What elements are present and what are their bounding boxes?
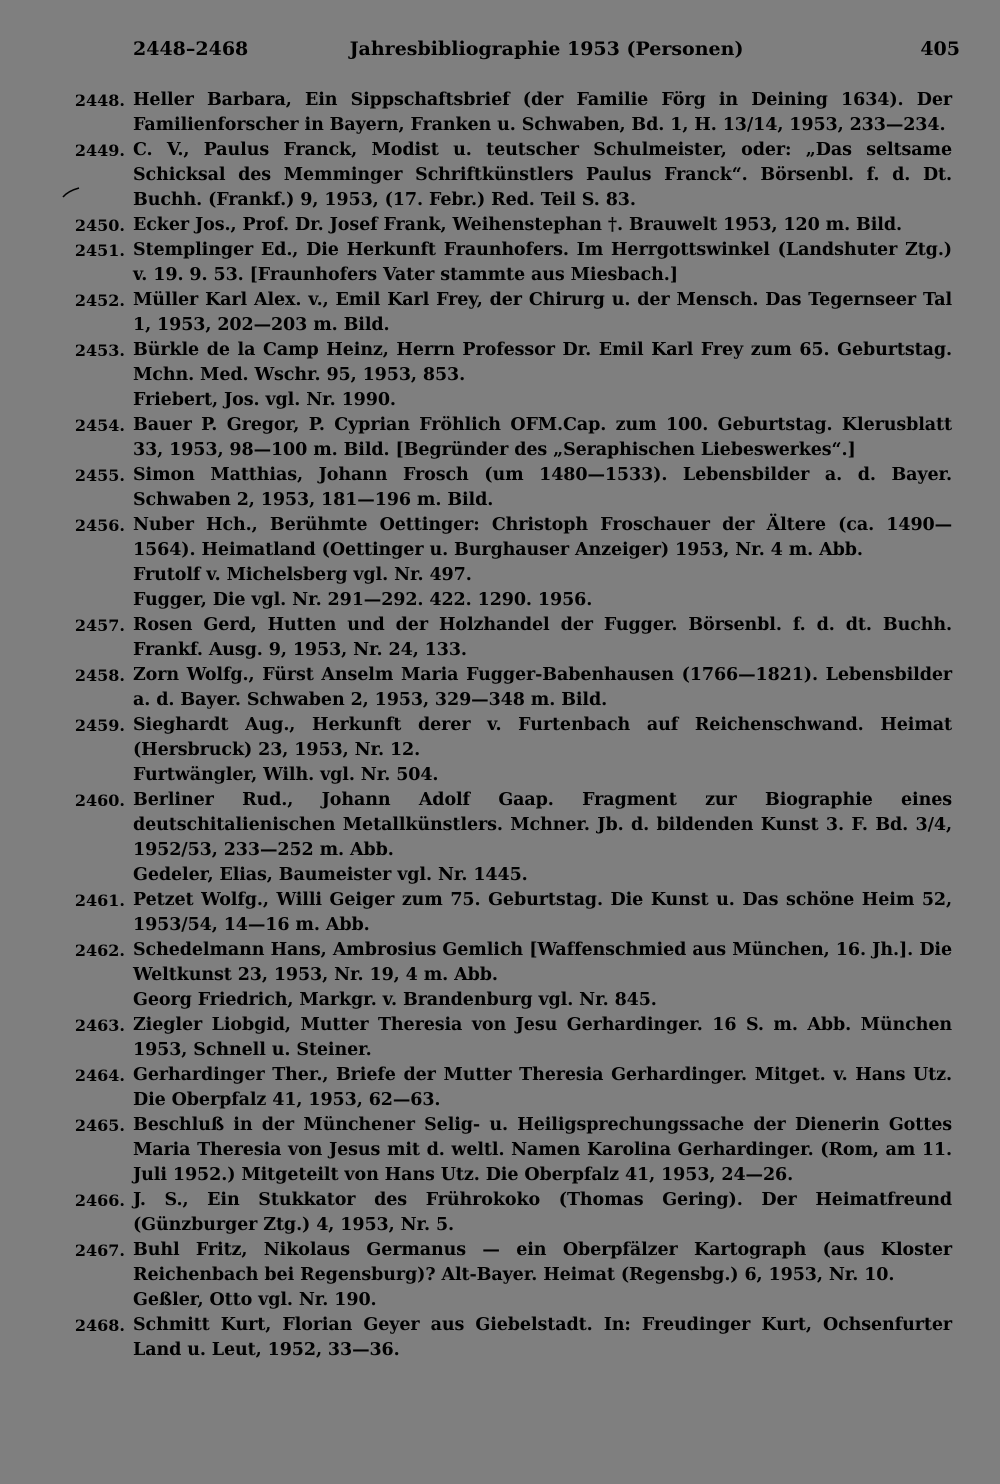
entry-2459 bbox=[0, 713, 1000, 763]
cross-reference: Friebert, Jos. vgl. Nr. 1990. bbox=[133, 390, 396, 410]
entry-2464 bbox=[0, 1063, 1000, 1113]
running-title: Jahresbibliographie 1953 (Personen) bbox=[349, 38, 744, 60]
entry-text: Beschluß in der Münchener Selig- u. Heiligsprechungssache der Dienerin Gottes Maria Theresia von Jesus mit d. weltl. Namen Karolina Gerhardinger. (Rom, am 11. Juli 1952.) Mitgeteilt von Hans Utz. Die Oberpfalz 41, 1953, 24—26. bbox=[133, 1115, 952, 1185]
entry-number: 2455. bbox=[74, 466, 125, 485]
cross-reference: Gedeler, Elias, Baumeister vgl. Nr. 1445. bbox=[133, 865, 528, 885]
entry-text: Stemplinger Ed., Die Herkunft Fraunhofers. Im Herrgottswinkel (Landshuter Ztg.) v. 19. 9. 53. [Fraunhofers Vater stammte aus Miesbach.] bbox=[133, 240, 952, 285]
entry-number: 2456. bbox=[74, 516, 125, 535]
entry-2451 bbox=[0, 238, 1000, 288]
entry-number: 2464. bbox=[74, 1066, 125, 1085]
entry-2455 bbox=[0, 463, 1000, 513]
entry-text: Buhl Fritz, Nikolaus Germanus — ein Oberpfälzer Kartograph (aus Kloster Reichenbach bei Regensburg)? Alt-Bayer. Heimat (Regensbg.) 6, 1953, Nr. 10. bbox=[133, 1240, 952, 1285]
cross-reference: Geßler, Otto vgl. Nr. 190. bbox=[133, 1290, 377, 1310]
entry-number: 2452. bbox=[74, 291, 125, 310]
entry-text: Sieghardt Aug., Herkunft derer v. Furtenbach auf Reichenschwand. Heimat (Hersbruck) 23, 1953, Nr. 12. bbox=[133, 715, 952, 760]
entry-number: 2466. bbox=[74, 1191, 125, 1210]
entry-text: Ziegler Liobgid, Mutter Theresia von Jesu Gerhardinger. 16 S. m. Abb. München 1953, Schnell u. Steiner. bbox=[133, 1015, 952, 1060]
entry-text: Gerhardinger Ther., Briefe der Mutter Theresia Gerhardinger. Mitget. v. Hans Utz. Die Oberpfalz 41, 1953, 62—63. bbox=[133, 1065, 952, 1110]
entry-number: 2458. bbox=[74, 666, 125, 685]
entry-text: Nuber Hch., Berühmte Oettinger: Christoph Froschauer der Ältere (ca. 1490—1564). Heimatland (Oettinger u. Burghauser Anzeiger) 1953, Nr. 4 m. Abb. bbox=[133, 515, 952, 560]
entry-number: 2449. bbox=[74, 141, 125, 160]
page-number: 405 bbox=[920, 38, 960, 60]
entry-number: 2460. bbox=[74, 791, 125, 810]
entry-number: 2468. bbox=[74, 1316, 125, 1335]
entry-number: 2462. bbox=[74, 941, 125, 960]
entry-number: 2461. bbox=[74, 891, 125, 910]
entry-number: 2467. bbox=[74, 1241, 125, 1260]
entry-range: 2448–2468 bbox=[133, 38, 249, 60]
entry-text: Zorn Wolfg., Fürst Anselm Maria Fugger-Babenhausen (1766—1821). Lebensbilder a. d. Bayer. Schwaben 2, 1953, 329—348 m. Bild. bbox=[133, 665, 952, 710]
entry-2457 bbox=[0, 613, 1000, 663]
cross-reference: Fugger, Die vgl. Nr. 291—292. 422. 1290. 1956. bbox=[133, 590, 593, 610]
entry-text: Heller Barbara, Ein Sippschaftsbrief (der Familie Förg in Deining 1634). Der Familienforscher in Bayern, Franken u. Schwaben, Bd. 1, H. 13/14, 1953, 233—234. bbox=[133, 90, 952, 135]
entry-text: C. V., Paulus Franck, Modist u. teutscher Schulmeister, oder: „Das seltsame Schicksal des Memminger Schriftkünstlers Paulus Franck“. Börsenbl. f. d. Dt. Buchh. (Frankf.) 9, 1953, (17. Febr.) Red. Teil S. 83. bbox=[133, 140, 952, 210]
entry-2450 bbox=[0, 213, 1000, 238]
bibliography-entries bbox=[0, 88, 1000, 1363]
entry-2456 bbox=[0, 513, 1000, 563]
cross-reference: Frutolf v. Michelsberg vgl. Nr. 497. bbox=[133, 565, 472, 585]
entry-text: Müller Karl Alex. v., Emil Karl Frey, der Chirurg u. der Mensch. Das Tegernseer Tal 1, 1953, 202—203 m. Bild. bbox=[133, 290, 952, 335]
cross-reference: Furtwängler, Wilh. vgl. Nr. 504. bbox=[133, 765, 439, 785]
entry-text: Schmitt Kurt, Florian Geyer aus Giebelstadt. In: Freudinger Kurt, Ochsenfurter Land u. Leut, 1952, 33—36. bbox=[133, 1315, 952, 1360]
entry-2463 bbox=[0, 1013, 1000, 1063]
entry-text: J. S., Ein Stukkator des Frührokoko (Thomas Gering). Der Heimatfreund (Günzburger Ztg.) 4, 1953, Nr. 5. bbox=[133, 1190, 952, 1235]
entry-2461 bbox=[0, 888, 1000, 938]
entry-text: Petzet Wolfg., Willi Geiger zum 75. Geburtstag. Die Kunst u. Das schöne Heim 52, 1953/54, 14—16 m. Abb. bbox=[133, 890, 952, 935]
entry-2466 bbox=[0, 1188, 1000, 1238]
entry-2449 bbox=[0, 138, 1000, 213]
entry-2467 bbox=[0, 1238, 1000, 1288]
entry-text: Bauer P. Gregor, P. Cyprian Fröhlich OFM.Cap. zum 100. Geburtstag. Klerusblatt 33, 1953, 98—100 m. Bild. [Begründer des „Seraphischen Liebeswerkes“.] bbox=[133, 415, 952, 460]
entry-2458 bbox=[0, 663, 1000, 713]
entry-number: 2453. bbox=[74, 341, 125, 360]
entry-number: 2457. bbox=[74, 616, 125, 635]
entry-text: Ecker Jos., Prof. Dr. Josef Frank, Weihenstephan †. Brauwelt 1953, 120 m. Bild. bbox=[133, 215, 902, 235]
entry-number: 2465. bbox=[74, 1116, 125, 1135]
entry-text: Schedelmann Hans, Ambrosius Gemlich [Waffenschmied aus München, 16. Jh.]. Die Weltkunst 23, 1953, Nr. 19, 4 m. Abb. bbox=[133, 940, 952, 985]
entry-2453 bbox=[0, 338, 1000, 388]
entry-text: Bürkle de la Camp Heinz, Herrn Professor Dr. Emil Karl Frey zum 65. Geburtstag. Mchn. Med. Wschr. 95, 1953, 853. bbox=[133, 340, 952, 385]
entry-2448 bbox=[0, 88, 1000, 138]
entry-text: Rosen Gerd, Hutten und der Holzhandel der Fugger. Börsenbl. f. d. dt. Buchh. Frankf. Ausg. 9, 1953, Nr. 24, 133. bbox=[133, 615, 952, 660]
cross-reference: Georg Friedrich, Markgr. v. Brandenburg vgl. Nr. 845. bbox=[133, 990, 657, 1010]
entry-2462 bbox=[0, 938, 1000, 988]
entry-number: 2451. bbox=[74, 241, 125, 260]
running-head bbox=[133, 38, 960, 64]
entry-2465 bbox=[0, 1113, 1000, 1188]
entry-number: 2450. bbox=[74, 216, 125, 235]
entry-number: 2463. bbox=[74, 1016, 125, 1035]
entry-text: Berliner Rud., Johann Adolf Gaap. Fragment zur Biographie eines deutschitalienischen Metallkünstlers. Mchner. Jb. d. bildenden Kunst 3. F. Bd. 3/4, 1952/53, 233—252 m. Abb. bbox=[133, 790, 952, 860]
entry-number: 2454. bbox=[74, 416, 125, 435]
entry-2452 bbox=[0, 288, 1000, 338]
entry-number: 2448. bbox=[74, 91, 125, 110]
entry-2454 bbox=[0, 413, 1000, 463]
entry-2468 bbox=[0, 1313, 1000, 1363]
entry-number: 2459. bbox=[74, 716, 125, 735]
entry-2460 bbox=[0, 788, 1000, 863]
entry-text: Simon Matthias, Johann Frosch (um 1480—1533). Lebensbilder a. d. Bayer. Schwaben 2, 1953, 181—196 m. Bild. bbox=[133, 465, 952, 510]
